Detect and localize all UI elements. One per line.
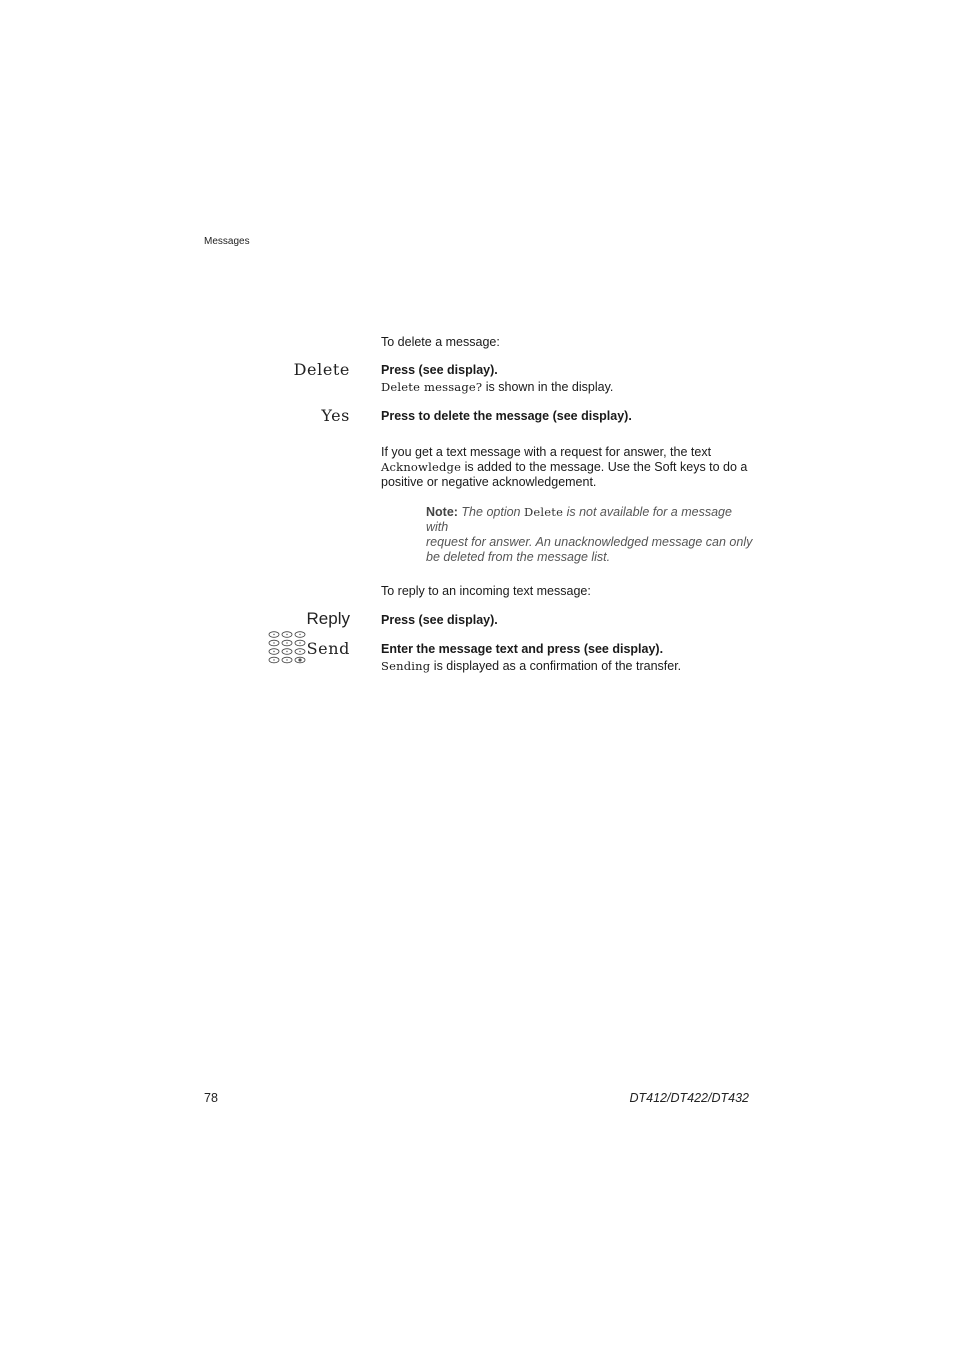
softkey-yes: Yes bbox=[321, 406, 350, 425]
note-line2: request for answer. An unacknowledged message can only bbox=[426, 535, 753, 549]
display-text-acknowledge: Acknowledge bbox=[381, 460, 462, 474]
answer-line2-suffix: is added to the message. Use the Soft keys to do a bbox=[461, 460, 748, 474]
reply-step1: Press (see display). bbox=[381, 613, 498, 627]
softkey-reply: Reply bbox=[306, 609, 350, 628]
display-text-delete-message: Delete message? bbox=[381, 380, 483, 394]
reply-step2: Enter the message text and press (see display). bbox=[381, 642, 664, 656]
page-number: 78 bbox=[204, 1091, 218, 1105]
delete-step1-result bbox=[381, 380, 613, 395]
note-box bbox=[426, 505, 756, 565]
reply-intro: To reply to an incoming text message: bbox=[381, 584, 591, 598]
display-text-sending: Sending bbox=[381, 659, 431, 673]
reply-step2-suffix: is displayed as a confirmation of the transfer. bbox=[430, 659, 682, 673]
reply-step2-result bbox=[381, 659, 681, 674]
answer-paragraph bbox=[381, 445, 761, 490]
delete-intro: To delete a message: bbox=[381, 335, 500, 349]
softkey-delete: Delete bbox=[293, 360, 350, 379]
delete-step2: Press to delete the message (see display). bbox=[381, 409, 632, 423]
model-name: DT412/DT422/DT432 bbox=[629, 1091, 749, 1105]
display-text-delete: Delete bbox=[523, 505, 564, 519]
answer-line2 bbox=[381, 460, 761, 475]
answer-line3: positive or negative acknowledgement. bbox=[381, 475, 597, 489]
answer-line1: If you get a text message with a request for answer, the text bbox=[381, 445, 712, 459]
delete-step1-suffix: is shown in the display. bbox=[482, 380, 614, 394]
note-pre: The option bbox=[457, 505, 524, 519]
softkey-send: Send bbox=[306, 639, 350, 658]
note-post: is not available for a message with bbox=[426, 505, 732, 534]
note-line3: be deleted from the message list. bbox=[426, 550, 611, 564]
note-label: Note: bbox=[426, 505, 458, 519]
delete-step1: Press (see display). bbox=[381, 363, 498, 377]
running-header: Messages bbox=[204, 236, 250, 247]
note-line1 bbox=[426, 505, 756, 535]
